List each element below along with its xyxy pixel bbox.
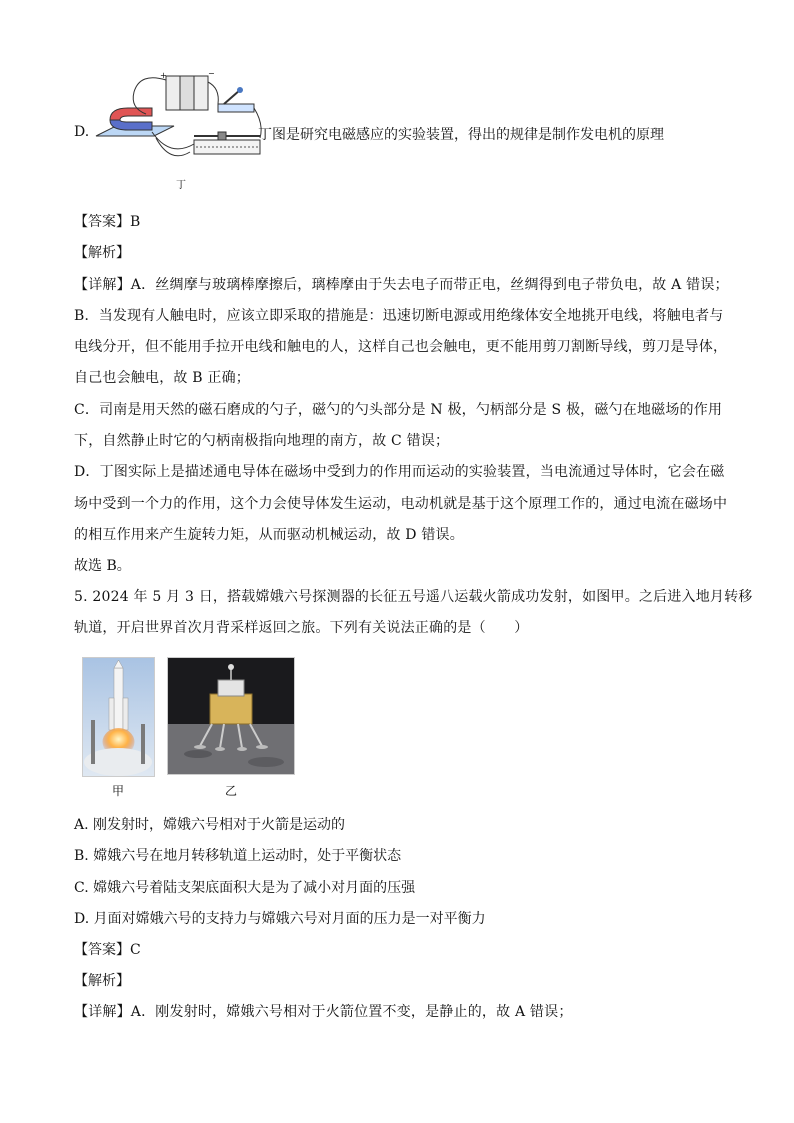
caption-jia: 甲 bbox=[112, 784, 125, 798]
q5-option-c[interactable]: C. 嫦娥六号着陆支架底面积大是为了减小对月面的压强 bbox=[74, 880, 416, 896]
q4-detail-d3: 的相互作用来产生旋转力矩，从而驱动机械运动，故 D 错误。 bbox=[74, 527, 464, 543]
q5-analysis-heading: 【解析】 bbox=[74, 973, 130, 989]
q4-detail-b2: 电线分开，但不能用手拉开电线和触电的人，这样自己也会触电，更不能用剪刀割断导线，剪刀是导体， bbox=[74, 339, 728, 355]
q4-detail-b1: B．当发现有人触电时，应该立即采取的措施是：迅速切断电源或用绝缘体安全地挑开电线，将触电者与 bbox=[74, 308, 724, 324]
q5-answer: 【答案】C bbox=[74, 942, 141, 958]
q5-stem-line1: 5. 2024 年 5 月 3 日，搭载嫦娥六号探测器的长征五号遥八运载火箭成功发射，如图甲。之后进入地月转移 bbox=[74, 589, 753, 605]
q5-stem-line2: 轨道，开启世界首次月背采样返回之旅。下列有关说法正确的是（ ） bbox=[74, 620, 529, 636]
horseshoe-magnet-icon bbox=[96, 108, 174, 136]
caption-yi: 乙 bbox=[225, 784, 238, 798]
rocket-launch-photo bbox=[82, 657, 155, 777]
svg-text:−: − bbox=[208, 69, 215, 78]
svg-text:+: + bbox=[160, 71, 167, 80]
q4-answer: 【答案】B bbox=[74, 214, 141, 230]
q4-detail-b3: 自己也会触电，故 B 正确； bbox=[74, 370, 250, 386]
rheostat-icon bbox=[194, 132, 260, 154]
q5-option-d[interactable]: D. 月面对嫦娥六号的支持力与嫦娥六号对月面的压力是一对平衡力 bbox=[74, 911, 486, 927]
switch-icon bbox=[218, 87, 254, 112]
figure-ding-label: 丁 bbox=[176, 180, 186, 190]
electromagnetic-apparatus-figure bbox=[90, 68, 270, 190]
q4-detail-d2: 场中受到一个力的作用，这个力会使导体发生运动，电动机就是基于这个原理工作的，通过电流在磁场中 bbox=[74, 496, 728, 512]
q5-option-a[interactable]: A. 刚发射时，嫦娥六号相对于火箭是运动的 bbox=[74, 817, 346, 833]
q4-detail-d1: D．丁图实际上是描述通电导体在磁场中受到力的作用而运动的实验装置，当电流通过导体时，它会在磁 bbox=[74, 464, 725, 480]
option-d-label: D. bbox=[74, 124, 90, 140]
option-d-text: 丁图是研究电磁感应的实验装置，得出的规律是制作发电机的原理 bbox=[258, 127, 664, 143]
q4-conclusion: 故选 B。 bbox=[74, 558, 131, 574]
q4-detail-c1: C．司南是用天然的磁石磨成的勺子，磁勺的勺头部分是 N 极，勺柄部分是 S 极，磁勺在地磁场的作用 bbox=[74, 402, 723, 418]
q5-detail-a: 【详解】A．刚发射时，嫦娥六号相对于火箭位置不变，是静止的，故 A 错误； bbox=[74, 1004, 573, 1020]
q4-detail-c2: 下，自然静止时它的勺柄南极指向地理的南方，故 C 错误； bbox=[74, 433, 450, 449]
q5-option-b[interactable]: B. 嫦娥六号在地月转移轨道上运动时，处于平衡状态 bbox=[74, 848, 402, 864]
q4-analysis-heading: 【解析】 bbox=[74, 245, 130, 261]
q4-detail-a: 【详解】A．丝绸摩与玻璃棒摩擦后，璃棒摩由于失去电子而带正电，丝绸得到电子带负电，故 A 错误； bbox=[74, 277, 729, 293]
lunar-lander-photo bbox=[167, 657, 295, 775]
battery-icon bbox=[160, 69, 215, 110]
